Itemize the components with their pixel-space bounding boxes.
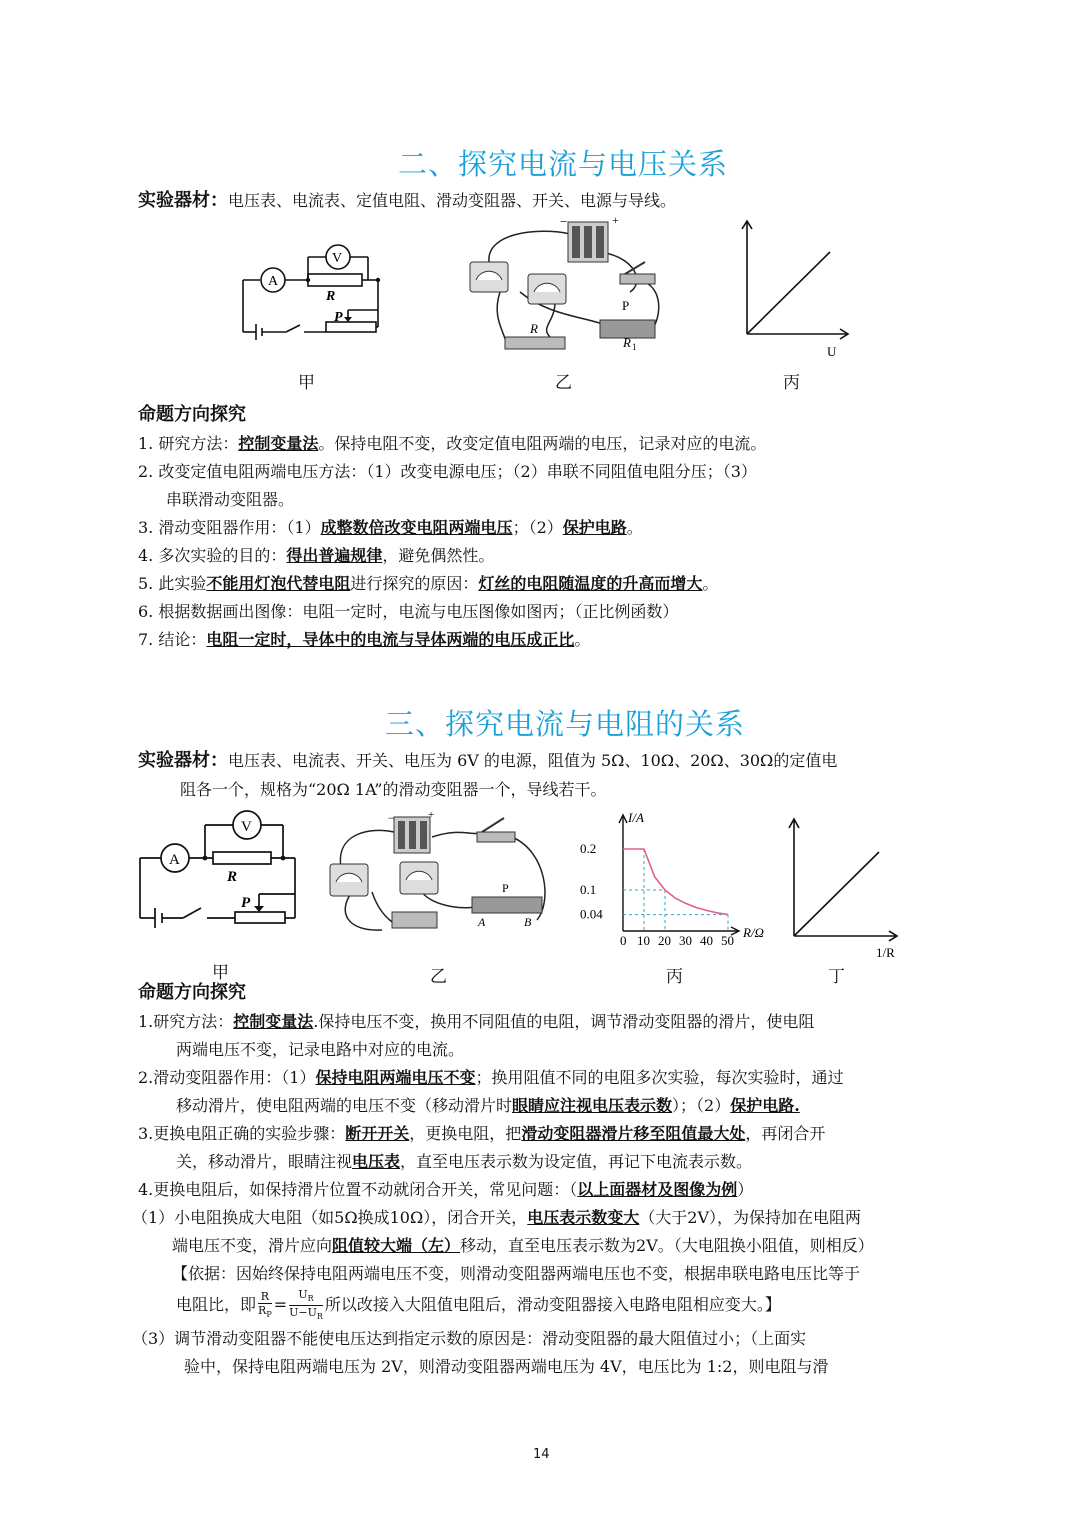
sub-item: （1）小电阻换成大电阻（如5Ω换成10Ω），闭合开关，电压表示数变大（大于2V），为保持加在电阻两 <box>132 1208 862 1227</box>
list-item: 5. 此实验不能用灯泡代替电阻进行探究的原因：灯丝的电阻随温度的升高而增大。 <box>138 574 719 593</box>
apparatus-r1-subscript: 1 <box>632 342 637 352</box>
graph-1r-axis-label: 1/R <box>876 945 895 960</box>
page-number: 14 <box>533 1447 550 1462</box>
section-3-title: 三、探究电流与电阻的关系 <box>385 707 746 741</box>
sub-item: （3）调节滑动变阻器不能使电压达到指定示数的原因是：滑动变阻器的最大阻值过小；（上面实 <box>132 1329 807 1349</box>
apparatus-b-terminal: B <box>524 915 532 929</box>
caption-jia: 甲 <box>298 373 315 393</box>
list-item: 6. 根据数据画出图像：电阻一定时，电流与电压图像如图丙；（正比例函数） <box>138 602 679 621</box>
equipment-text-continuation: 阻各一个，规格为“20Ω 1A”的滑动变阻器一个，导线若干。 <box>180 780 607 799</box>
circuit-diagram-jia-2 <box>135 810 305 930</box>
battery-minus-sign: − <box>560 214 568 229</box>
equipment-text: 电压表、电流表、开关、电压为 6V 的电源，阻值为 5Ω、10Ω、20Ω、30Ω的定值电 <box>228 751 838 770</box>
battery-plus-sign: + <box>612 213 619 227</box>
ammeter-symbol: A <box>268 274 279 289</box>
list-item-continuation: 串联滑动变阻器。 <box>166 490 295 509</box>
chart-x-tick: 20 <box>658 933 671 948</box>
fraction-ur-over-u-minus-ur: $\frac{U_R}{U-U_R}$ <box>289 1288 323 1322</box>
chart-x-tick: 30 <box>679 933 692 948</box>
caption-jia-2: 甲 <box>212 963 229 983</box>
section-2-item-list <box>138 430 766 654</box>
apparatus-p-label-2: P <box>502 881 509 895</box>
chart-y-tick: 0.1 <box>580 882 597 897</box>
equipment-line-2 <box>138 746 837 775</box>
list-item-continuation: 关，移动滑片，眼睛注视电压表，直至电压表示数为设定值，再记下电流表示数。 <box>176 1152 753 1171</box>
ammeter-symbol-2: A <box>169 852 180 868</box>
list-item-continuation: 两端电压不变，记录电路中对应的电流。 <box>176 1040 465 1059</box>
graph-u-axis-label: U <box>827 344 837 359</box>
equipment-label: 实验器材： <box>138 750 228 771</box>
list-item: 4.更换电阻后，如保持滑片位置不动就闭合开关，常见问题：（以上面器材及图像为例） <box>138 1180 754 1199</box>
resistor-r-label-2: R <box>227 869 238 885</box>
apparatus-r-label: R <box>530 321 538 336</box>
apparatus-a-terminal: A <box>478 915 486 929</box>
basis-note-continuation: 电阻比，即 $\frac{R}{R_P}$ = $\frac{U_R}{U-U_R}$ 所以改接入大阻值电阻后，滑动变阻器接入电路电阻相应变大。】 <box>176 1288 781 1322</box>
chart-y-label: I/A <box>628 810 644 825</box>
list-item: 1. 研究方法：控制变量法。保持电阻不变，改变定值电阻两端的电压，记录对应的电流。 <box>138 434 767 453</box>
chart-y-tick: 0.04 <box>580 906 603 922</box>
sub-item-continuation: 验中，保持电阻两端电压为 2V，则滑动变阻器两端电压为 4V，电压比为 1:2，则电阻与滑 <box>184 1357 829 1377</box>
list-item-continuation: 移动滑片，使电阻两端的电压不变（移动滑片时眼睛应注视电压表示数）；（2）保护电路. <box>176 1096 800 1115</box>
caption-yi: 乙 <box>555 373 572 393</box>
battery-plus-sign-2: + <box>428 812 435 821</box>
list-item: 4. 多次实验的目的：得出普遍规律，避免偶然性。 <box>138 546 495 565</box>
chart-x-label: R/Ω <box>743 925 764 940</box>
section-2-title: 二、探究电流与电压关系 <box>398 147 729 181</box>
apparatus-picture-yi <box>460 212 670 357</box>
circuit-diagram-jia <box>238 235 398 345</box>
equipment-text: 电压表、电流表、定值电阻、滑动变阻器、开关、电源与导线。 <box>228 191 677 210</box>
list-item: 2. 改变定值电阻两端电压方法：（1）改变电源电压；（2）串联不同阻值电阻分压；（3） <box>138 462 757 481</box>
slider-p-label-2: P <box>241 895 251 911</box>
section-3-item-list <box>132 1008 874 1381</box>
sub-item-continuation: 端电压不变，滑片应向阻值较大端（左）移动，直至电压表示数为2V。（大电阻换小阻值，则相反） <box>172 1236 874 1255</box>
current-curve <box>623 849 728 915</box>
caption-bing-2: 丙 <box>666 967 683 987</box>
list-item: 7. 结论：电阻一定时，导体中的电流与导体两端的电压成正比。 <box>138 630 591 649</box>
resistor-r-label: R <box>326 289 336 304</box>
voltmeter-symbol: V <box>332 251 343 266</box>
inverse-resistance-graph-ding <box>784 814 909 964</box>
list-item: 3. 滑动变阻器作用：（1）成整数倍改变电阻两端电压；（2）保护电路。 <box>138 518 643 537</box>
caption-yi-2: 乙 <box>430 967 447 987</box>
equipment-label: 实验器材： <box>138 190 228 211</box>
voltmeter-symbol-2: V <box>241 819 252 835</box>
chart-x-tick: 0 <box>620 933 627 948</box>
chart-x-tick: 40 <box>700 933 713 948</box>
chart-y-tick: 0.2 <box>580 841 597 856</box>
list-item: 2.滑动变阻器作用：（1）保持电阻两端电压不变；换用阻值不同的电阻多次实验，每次实验时，通过 <box>138 1068 844 1087</box>
chart-x-tick: 10 <box>637 933 650 948</box>
basis-note: 【依据：因始终保持电阻两端电压不变，则滑动变阻器两端电压也不变，根据串联电路电压比等于 <box>172 1264 861 1283</box>
battery-minus-sign-2: − <box>388 812 395 825</box>
list-item: 3.更换电阻正确的实验步骤：断开开关，更换电阻，把滑动变阻器滑片移至阻值最大处，再闭合开 <box>138 1124 826 1143</box>
apparatus-p-label: P <box>622 298 630 313</box>
subheading-proposition: 命题方向探究 <box>138 404 246 425</box>
list-item: 1.研究方法：控制变量法.保持电压不变，换用不同阻值的电阻，调节滑动变阻器的滑片，使电阻 <box>138 1012 815 1031</box>
subheading-proposition-2: 命题方向探究 <box>138 982 246 1003</box>
apparatus-picture-yi-2 <box>322 812 552 942</box>
chart-x-tick: 50 <box>721 933 734 948</box>
proportional-graph-bing <box>735 216 860 362</box>
caption-bing: 丙 <box>783 373 800 393</box>
apparatus-r1-label: R <box>623 335 631 350</box>
slider-p-label: P <box>334 310 343 325</box>
caption-ding: 丁 <box>828 967 845 987</box>
fraction-r-over-rp: $\frac{R}{R_P}$ <box>258 1290 272 1320</box>
equipment-line <box>138 186 676 215</box>
current-resistance-chart <box>578 806 778 948</box>
